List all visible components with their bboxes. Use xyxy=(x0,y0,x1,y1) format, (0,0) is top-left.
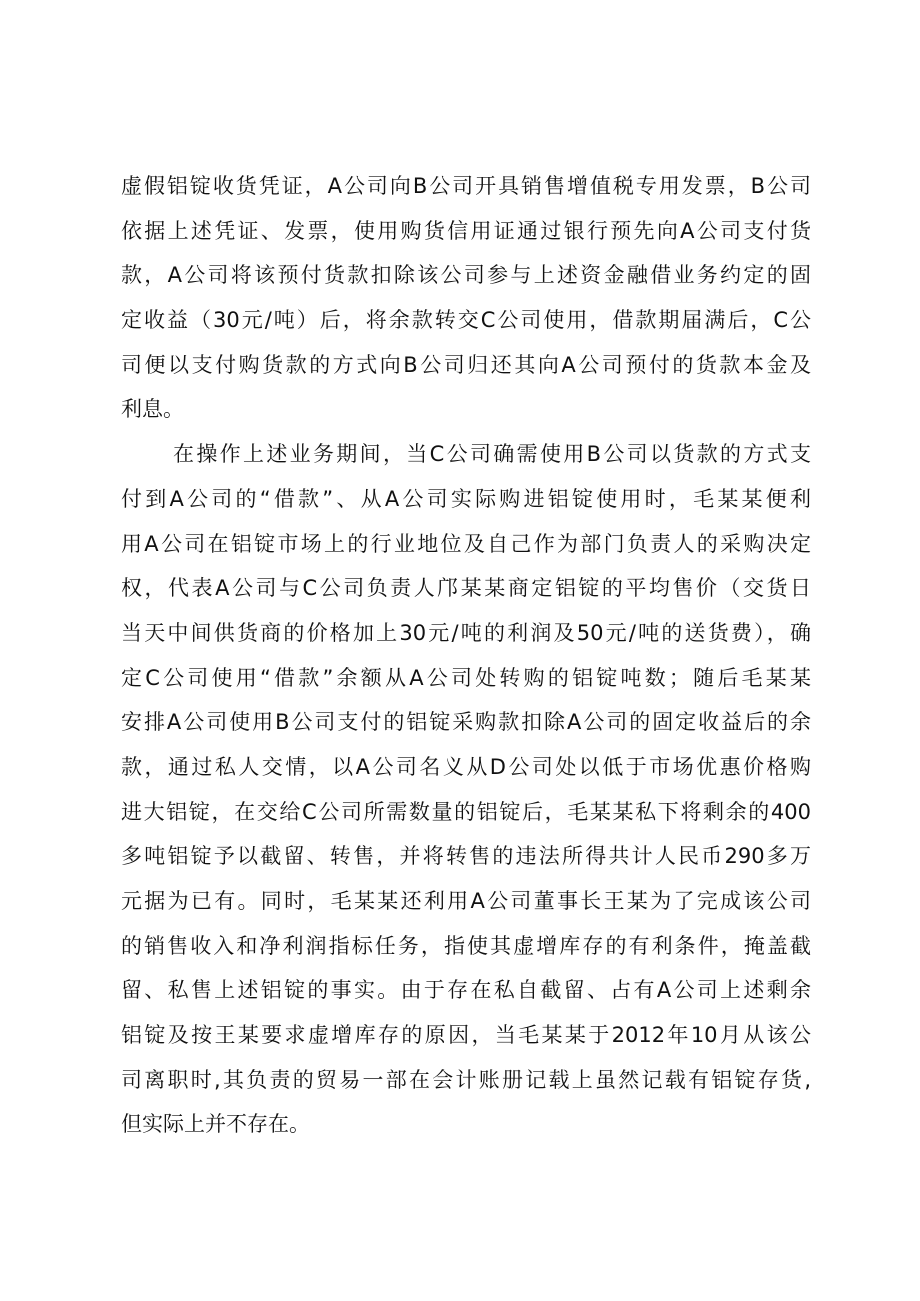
paragraph-line: 多吨铝锭予以截留、转售，并将转售的违法所得共计人民币290多万 xyxy=(121,844,811,869)
paragraph-line: 安排A公司使用B公司支付的铝锭采购款扣除A公司的固定收益后的余 xyxy=(121,710,811,735)
paragraph-line: 付到A公司的“借款”、从A公司实际购进铝锭使用时，毛某某便利 xyxy=(121,486,811,511)
paragraph-line: 利息。 xyxy=(121,397,184,422)
paragraph-2 xyxy=(121,432,811,1147)
paragraph-line: 的销售收入和净利润指标任务，指使其虚增库存的有利条件，掩盖截 xyxy=(121,933,811,958)
paragraph-line: 用A公司在铝锭市场上的行业地位及自己作为部门负责人的采购决定 xyxy=(121,531,811,556)
paragraph-line: 元据为已有。同时，毛某某还利用A公司董事长王某为了完成该公司 xyxy=(121,889,811,913)
paragraph-line: 司离职时,其负责的贸易一部在会计账册记载上虽然记载有铝锭存货, xyxy=(121,1067,811,1092)
paragraph-line: 权，代表A公司与C公司负责人邝某某商定铝锭的平均售价（交货日 xyxy=(121,576,811,601)
document-body xyxy=(121,164,811,1147)
paragraph-line: 定C公司使用“借款”余额从A公司处转购的铝锭吨数；随后毛某某 xyxy=(121,665,811,690)
paragraph-line: 定收益（30元/吨）后，将余款转交C公司使用，借款期届满后，C公 xyxy=(121,308,811,333)
paragraph-line: 铝锭及按王某要求虚增库存的原因，当毛某某于2012年10月从该公 xyxy=(121,1023,811,1048)
paragraph-1 xyxy=(121,164,811,432)
paragraph-line: 进大铝锭，在交给C公司所需数量的铝锭后，毛某某私下将剩余的400 xyxy=(121,799,811,824)
paragraph-line: 留、私售上述铝锭的事实。由于存在私自截留、占有A公司上述剩余 xyxy=(121,978,811,1003)
paragraph-line: 但实际上并不存在。 xyxy=(121,1112,310,1137)
paragraph-line: 款，A公司将该预付货款扣除该公司参与上述资金融借业务约定的固 xyxy=(121,263,811,288)
paragraph-line: 款，通过私人交情，以A公司名义从D公司处以低于市场优惠价格购 xyxy=(121,754,811,779)
paragraph-line: 依据上述凭证、发票，使用购货信用证通过银行预先向A公司支付货 xyxy=(121,218,811,243)
paragraph-line: 虚假铝锭收货凭证，A公司向B公司开具销售增值税专用发票，B公司 xyxy=(121,174,811,198)
paragraph-line: 在操作上述业务期间，当C公司确需使用B公司以货款的方式支 xyxy=(173,442,811,467)
paragraph-line: 司便以支付购货款的方式向B公司归还其向A公司预付的货款本金及 xyxy=(121,352,811,377)
paragraph-line: 当天中间供货商的价格加上30元/吨的利润及50元/吨的送货费），确 xyxy=(121,620,811,645)
